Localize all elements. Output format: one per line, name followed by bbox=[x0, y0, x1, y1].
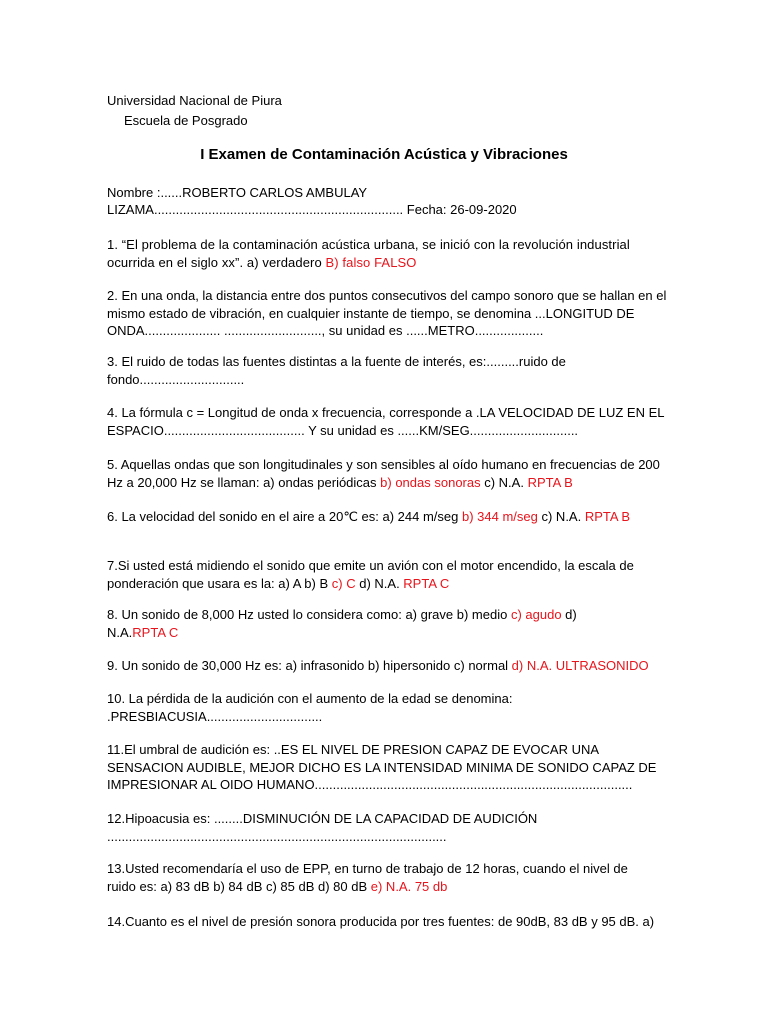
question-text: ESPACIO....................................... Y su unidad es ......KM/SEG.............................. bbox=[107, 422, 579, 438]
question-text: .............................................................................................. bbox=[107, 828, 447, 844]
answer-highlight: RPTA C bbox=[132, 624, 179, 640]
question-text: 13.Usted recomendaría el uso de EPP, en turno de trabajo de 12 horas, cuando el nivel de bbox=[107, 861, 628, 876]
question-14-line bbox=[107, 913, 654, 930]
question-text: ruido es: a) 83 dB b) 84 dB c) 85 dB d) 80 dB bbox=[107, 878, 371, 894]
question-text: mismo estado de vibración, en cualquier instante de tiempo, se denomina ...LONGITUD DE bbox=[107, 305, 635, 321]
question-text: ocurrida en el siglo xx”. a) verdadero bbox=[107, 254, 326, 270]
question-2-line bbox=[107, 305, 634, 322]
question-5-line bbox=[107, 474, 573, 491]
question-12-line bbox=[107, 810, 537, 827]
question-2-line bbox=[107, 287, 666, 304]
question-10-line bbox=[107, 708, 322, 725]
question-text: 2. En una onda, la distancia entre dos puntos consecutivos del campo sonoro que se hallan en el bbox=[107, 288, 667, 303]
question-1-line bbox=[107, 254, 417, 271]
question-text: 7.Si usted está midiendo el sonido que emite un avión con el motor encendido, la escala de bbox=[107, 558, 634, 573]
question-text: .PRESBIACUSIA................................ bbox=[107, 708, 323, 724]
question-5-line bbox=[107, 456, 660, 473]
question-text: fondo............................. bbox=[107, 371, 245, 387]
question-text: 11.El umbral de audición es: ..ES EL NIVEL DE PRESION CAPAZ DE EVOCAR UNA bbox=[107, 742, 600, 757]
question-3-line bbox=[107, 353, 566, 370]
question-8-line bbox=[107, 606, 577, 623]
question-4-line bbox=[107, 422, 578, 439]
question-8-line bbox=[107, 624, 178, 641]
question-text: d) N.A. bbox=[355, 575, 404, 591]
question-7-line bbox=[107, 575, 449, 592]
answer-highlight: c) C bbox=[331, 575, 356, 591]
school-name: Escuela de Posgrado bbox=[124, 113, 248, 128]
question-11-line bbox=[107, 776, 632, 793]
question-text: 10. La pérdida de la audición con el aumento de la edad se denomina: bbox=[107, 691, 513, 706]
answer-highlight: B) falso FALSO bbox=[325, 254, 417, 270]
question-text: 12.Hipoacusia es: ........DISMINUCIÓN DE LA CAPACIDAD DE AUDICIÓN bbox=[107, 811, 538, 826]
answer-highlight: d) N.A. ULTRASONIDO bbox=[511, 658, 649, 673]
question-13-line bbox=[107, 878, 447, 895]
question-4-line bbox=[107, 404, 665, 421]
question-text: IMPRESIONAR AL OIDO HUMANO........................................................................................ bbox=[107, 777, 633, 792]
question-text: d) bbox=[561, 607, 577, 622]
question-3-line bbox=[107, 371, 244, 388]
question-12-line bbox=[107, 828, 447, 845]
question-2-line bbox=[107, 322, 543, 339]
question-9-line bbox=[107, 657, 649, 674]
question-text: c) N.A. bbox=[537, 509, 585, 524]
question-text: 8. Un sonido de 8,000 Hz usted lo considera como: a) grave b) medio bbox=[107, 607, 511, 622]
question-text: ponderación que usara es la: a) A b) B bbox=[107, 575, 332, 591]
answer-highlight: b) 344 m/seg bbox=[462, 509, 538, 524]
question-text: 4. La fórmula c = Longitud de onda x frecuencia, corresponde a .LA VELOCIDAD DE LUZ EN EL bbox=[107, 405, 665, 420]
answer-highlight: e) N.A. 75 db bbox=[370, 878, 448, 894]
question-text: ONDA..................... ..........................., su unidad es ......METRO................... bbox=[107, 323, 544, 338]
question-text: 3. El ruido de todas las fuentes distintas a la fuente de interés, es:.........ruido de bbox=[107, 354, 566, 369]
question-1-line bbox=[107, 236, 630, 253]
question-7-line bbox=[107, 557, 634, 574]
answer-highlight: c) agudo bbox=[510, 607, 562, 622]
question-text: 14.Cuanto es el nivel de presión sonora producida por tres fuentes: de 90dB, 83 dB y 95 dB. a) bbox=[107, 914, 655, 929]
question-text: Hz a 20,000 Hz se llaman: a) ondas periódicas bbox=[107, 474, 381, 490]
student-date-line: LIZAMA..................................................................... Fecha: 26-09-2020 bbox=[107, 202, 517, 217]
exam-title: I Examen de Contaminación Acústica y Vibraciones bbox=[200, 146, 568, 163]
question-text: c) N.A. bbox=[480, 474, 528, 490]
question-text: 6. La velocidad del sonido en el aire a 20℃ es: a) 244 m/seg bbox=[107, 509, 462, 524]
answer-highlight: RPTA B bbox=[527, 474, 573, 490]
question-text: N.A. bbox=[107, 624, 133, 640]
answer-highlight: RPTA C bbox=[403, 575, 450, 591]
question-text: 1. “El problema de la contaminación acústica urbana, se inició con la revolución industrial bbox=[107, 237, 630, 252]
question-11-line bbox=[107, 741, 599, 758]
question-6-line bbox=[107, 508, 630, 525]
question-13-line bbox=[107, 860, 628, 877]
answer-highlight: b) ondas sonoras bbox=[380, 474, 481, 490]
question-text: SENSACION AUDIBLE, MEJOR DICHO ES LA INTENSIDAD MINIMA DE SONIDO CAPAZ DE bbox=[107, 759, 657, 775]
question-11-line bbox=[107, 759, 656, 776]
question-text: 5. Aquellas ondas que son longitudinales y son sensibles al oído humano en frecuencias de 200 bbox=[107, 457, 660, 472]
university-name: Universidad Nacional de Piura bbox=[107, 93, 282, 108]
student-name-line: Nombre :......ROBERTO CARLOS AMBULAY bbox=[107, 185, 368, 200]
answer-highlight: RPTA B bbox=[584, 509, 631, 524]
question-text: 9. Un sonido de 30,000 Hz es: a) infrasonido b) hipersonido c) normal bbox=[107, 658, 512, 673]
question-10-line bbox=[107, 690, 512, 707]
